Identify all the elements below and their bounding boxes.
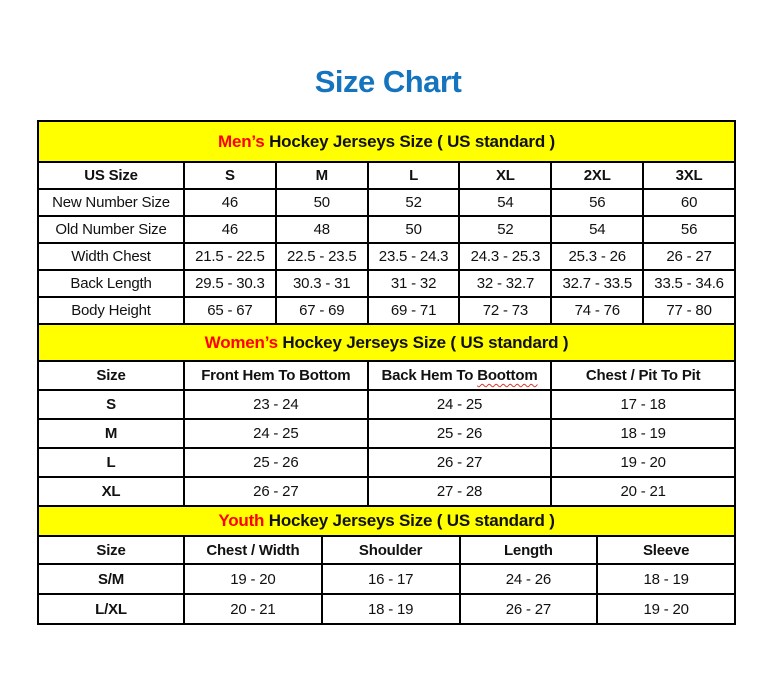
mens-banner-highlight: Men’s	[218, 132, 265, 151]
row-label: L	[38, 448, 184, 477]
table-cell: 67 - 69	[276, 297, 368, 324]
womens-header-row	[38, 361, 735, 390]
youth-size-table	[37, 535, 736, 625]
table-row	[38, 448, 735, 477]
table-cell: 46	[184, 216, 276, 243]
youth-banner-highlight: Youth	[218, 511, 265, 530]
table-cell: 27 - 28	[368, 477, 552, 506]
table-cell: 74 - 76	[551, 297, 643, 324]
row-label: XL	[38, 477, 184, 506]
table-row	[38, 390, 735, 419]
mens-banner-text: Hockey Jerseys Size ( US standard )	[264, 132, 555, 151]
misspelled-word: Boottom	[477, 367, 538, 384]
column-header: Size	[38, 536, 184, 564]
column-header: Size	[38, 361, 184, 390]
row-label: M	[38, 419, 184, 448]
table-cell: 22.5 - 23.5	[276, 243, 368, 270]
mens-header-row	[38, 162, 735, 189]
table-cell: 20 - 21	[551, 477, 735, 506]
column-header: S	[184, 162, 276, 189]
table-cell: 18 - 19	[597, 564, 735, 594]
youth-banner-text: Hockey Jerseys Size ( US standard )	[264, 511, 555, 530]
table-cell: 19 - 20	[551, 448, 735, 477]
youth-header-row	[38, 536, 735, 564]
table-cell: 65 - 67	[184, 297, 276, 324]
table-cell: 16 - 17	[322, 564, 460, 594]
row-label: S	[38, 390, 184, 419]
column-header: M	[276, 162, 368, 189]
column-header: Length	[460, 536, 598, 564]
row-label: L/XL	[38, 594, 184, 624]
table-cell: 60	[643, 189, 735, 216]
table-cell: 21.5 - 22.5	[184, 243, 276, 270]
table-cell: 24 - 25	[184, 419, 368, 448]
mens-size-table	[37, 161, 736, 325]
table-cell: 54	[459, 189, 551, 216]
table-row	[38, 243, 735, 270]
table-row	[38, 189, 735, 216]
table-cell: 48	[276, 216, 368, 243]
table-cell: 26 - 27	[184, 477, 368, 506]
table-cell: 18 - 19	[551, 419, 735, 448]
table-cell: 50	[368, 216, 460, 243]
column-header: Sleeve	[597, 536, 735, 564]
table-cell: 30.3 - 31	[276, 270, 368, 297]
womens-section-banner	[37, 323, 736, 362]
table-cell: 19 - 20	[184, 564, 322, 594]
row-label: Back Length	[38, 270, 184, 297]
table-cell: 25.3 - 26	[551, 243, 643, 270]
table-row	[38, 270, 735, 297]
column-header: Chest / Pit To Pit	[551, 361, 735, 390]
table-cell: 32.7 - 33.5	[551, 270, 643, 297]
womens-banner-text: Hockey Jerseys Size ( US standard )	[277, 333, 569, 352]
table-cell: 19 - 20	[597, 594, 735, 624]
table-cell: 29.5 - 30.3	[184, 270, 276, 297]
column-header: 3XL	[643, 162, 735, 189]
table-cell: 24 - 25	[368, 390, 552, 419]
column-header: Chest / Width	[184, 536, 322, 564]
size-chart	[37, 120, 736, 625]
column-header: XL	[459, 162, 551, 189]
page-title: Size Chart	[314, 64, 462, 99]
table-row	[38, 297, 735, 324]
column-header: US Size	[38, 162, 184, 189]
row-label: Old Number Size	[38, 216, 184, 243]
row-label: Width Chest	[38, 243, 184, 270]
table-row	[38, 477, 735, 506]
table-cell: 24.3 - 25.3	[459, 243, 551, 270]
table-cell: 25 - 26	[368, 419, 552, 448]
table-cell: 52	[368, 189, 460, 216]
table-cell: 24 - 26	[460, 564, 598, 594]
table-cell: 26 - 27	[643, 243, 735, 270]
youth-section-banner	[37, 505, 736, 537]
row-label: S/M	[38, 564, 184, 594]
table-cell: 54	[551, 216, 643, 243]
column-header: 2XL	[551, 162, 643, 189]
table-row	[38, 564, 735, 594]
table-cell: 32 - 32.7	[459, 270, 551, 297]
table-cell: 23 - 24	[184, 390, 368, 419]
column-header: L	[368, 162, 460, 189]
column-header: Front Hem To Bottom	[184, 361, 368, 390]
column-header-text: Back Hem To	[381, 367, 478, 384]
table-cell: 23.5 - 24.3	[368, 243, 460, 270]
mens-section-banner	[37, 120, 736, 163]
row-label: New Number Size	[38, 189, 184, 216]
table-cell: 31 - 32	[368, 270, 460, 297]
table-row	[38, 594, 735, 624]
table-cell: 26 - 27	[368, 448, 552, 477]
table-cell: 50	[276, 189, 368, 216]
column-header: Shoulder	[322, 536, 460, 564]
table-cell: 77 - 80	[643, 297, 735, 324]
row-label: Body Height	[38, 297, 184, 324]
table-cell: 17 - 18	[551, 390, 735, 419]
table-row	[38, 216, 735, 243]
table-row	[38, 419, 735, 448]
table-cell: 72 - 73	[459, 297, 551, 324]
table-cell: 69 - 71	[368, 297, 460, 324]
table-cell: 52	[459, 216, 551, 243]
table-cell: 56	[551, 189, 643, 216]
table-cell: 26 - 27	[460, 594, 598, 624]
table-cell: 25 - 26	[184, 448, 368, 477]
table-cell: 33.5 - 34.6	[643, 270, 735, 297]
table-cell: 18 - 19	[322, 594, 460, 624]
table-cell: 46	[184, 189, 276, 216]
column-header-back-hem	[368, 361, 552, 390]
womens-banner-highlight: Women’s	[204, 333, 278, 352]
table-cell: 20 - 21	[184, 594, 322, 624]
womens-size-table	[37, 360, 736, 507]
table-cell: 56	[643, 216, 735, 243]
